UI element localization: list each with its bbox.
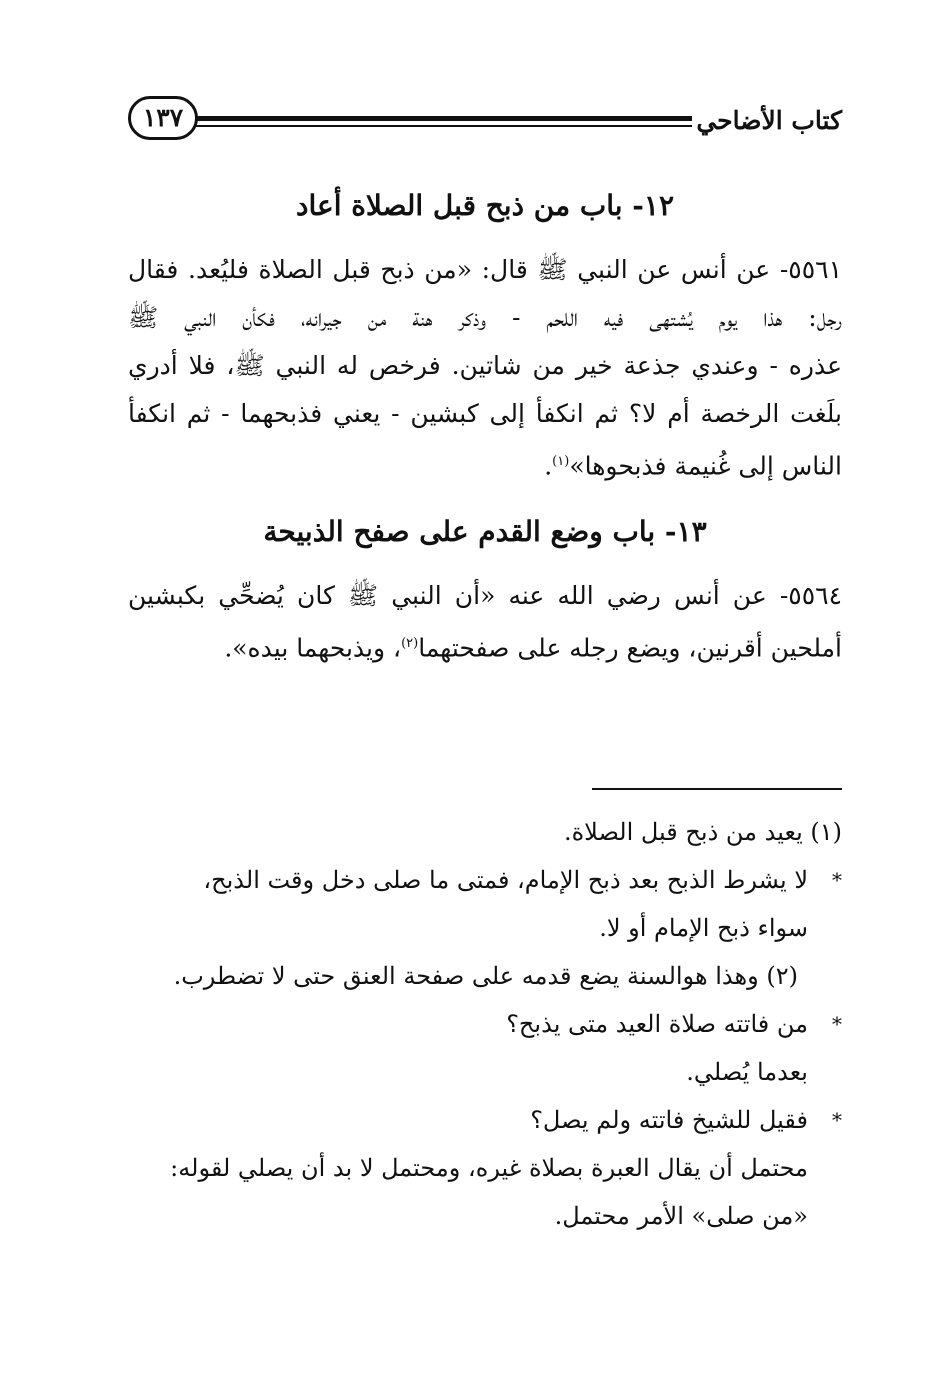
hadith-paragraph: [128, 572, 842, 672]
footnote-line: [128, 856, 842, 904]
chapter-heading: ١٣- باب وضع القدم على صفح الذبيحة: [263, 515, 707, 548]
chapter-heading: ١٢- باب من ذبح قبل الصلاة أعاد: [295, 189, 674, 222]
text-line: رجل: هذا يوم يُشتهى فيه اللحم - وذكر هنة من جيرانه، فكأن النبي ﷺ: [128, 303, 842, 332]
footnote-text: لا يشرط الذبح بعد ذبح الإمام، فمتى ما صلى دخل وقت الذبح،: [203, 866, 808, 894]
footnote-ref: (١): [552, 454, 570, 469]
footnote-line: [128, 1096, 842, 1144]
footnote-line: سواء ذبح الإمام أو لا.: [599, 914, 808, 942]
header-rule-thick: [194, 116, 692, 121]
footnote-line: بعدما يُصلي.: [686, 1058, 808, 1086]
asterisk-icon: *: [832, 868, 842, 892]
footnote-text: فقيل للشيخ فاتته ولم يصل؟: [530, 1106, 808, 1134]
page-number-badge: ١٣٧: [128, 96, 198, 140]
footnote-line: «من صلى» الأمر محتمل.: [554, 1202, 808, 1230]
footnote-line: (٢) وهذا هوالسنة يضع قدمه على صفحة العنق حتى لا تضطرب.: [173, 962, 798, 990]
header-rule-thin: [194, 125, 692, 127]
text-fragment: أملحين أقرنين، ويضع رجله على صفحتهما: [418, 633, 842, 663]
book-title: كتاب الأضاحي: [696, 106, 842, 135]
header-rule: [194, 116, 692, 130]
running-header: [128, 92, 842, 154]
text-line: [128, 620, 842, 672]
footnote-line: [128, 1000, 842, 1048]
footnotes: [128, 808, 842, 1240]
footnote-line: محتمل أن يقال العبرة بصلاة غيره، ومحتمل لا بد أن يصلي لقوله:: [170, 1154, 808, 1182]
footnote-line: (١) يعيد من ذبح قبل الصلاة.: [563, 818, 842, 846]
text-line: ٥٥٦٤- عن أنس رضي الله عنه «أن النبي ﷺ كان يُضحِّي بكبشين: [128, 581, 842, 610]
text-line: عذره - وعندي جذعة خير من شاتين. فرخص له النبي ﷺ، فلا أدري: [128, 351, 842, 380]
footnote-text: من فاتته صلاة العيد متى يذبح؟: [506, 1010, 808, 1038]
hadith-paragraph: [128, 246, 842, 490]
footnote-separator: [592, 788, 842, 790]
text-line: ٥٥٦١- عن أنس عن النبي ﷺ قال: «من ذبح قبل الصلاة فليُعد. فقال: [128, 255, 842, 284]
text-line: بلَغت الرخصة أم لا؟ ثم انكفأ إلى كبشين - يعني فذبحهما - ثم انكفأ: [128, 399, 842, 428]
period: .: [544, 451, 553, 481]
text-fragment: ، ويذبحهما بيده».: [224, 633, 402, 663]
text-fragment: الناس إلى غُنيمة فذبحوها»: [569, 451, 842, 481]
text-line: [128, 438, 842, 490]
footnote-ref: (٢): [401, 636, 419, 651]
asterisk-icon: *: [832, 1012, 842, 1036]
asterisk-icon: *: [832, 1108, 842, 1132]
